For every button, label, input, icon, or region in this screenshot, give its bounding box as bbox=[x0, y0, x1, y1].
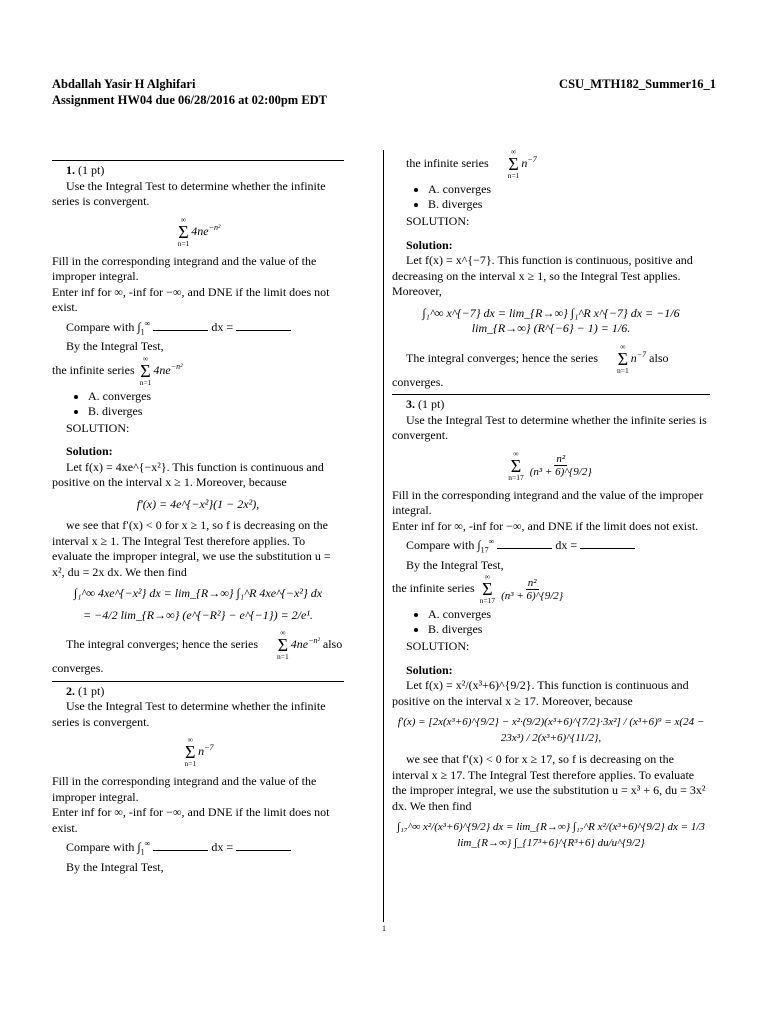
page-header bbox=[52, 76, 716, 108]
evaluation-line-1: ∫₁^∞ 4xe^{−x²} dx = lim_{R→∞} ∫₁^R 4xe^{−x²} dx bbox=[73, 586, 323, 601]
series-exponent: −n² bbox=[208, 222, 221, 232]
series-fraction: $\frac{\text{n²}}{\text{(n³ + 6)\textasciicircum{}\{9/2\}}}$ bbox=[529, 453, 592, 478]
evaluation-line-2: = −4/2 lim_{R→∞} (e^{−R²} − e^{−1}) = 2/e¹. bbox=[83, 607, 313, 622]
option-a[interactable]: • A. converges bbox=[428, 607, 710, 622]
left-column bbox=[52, 148, 344, 876]
answer-options bbox=[392, 182, 710, 212]
integral-value-input[interactable] bbox=[236, 320, 291, 331]
problem-1 bbox=[52, 163, 344, 677]
problem-number: 2. bbox=[66, 683, 75, 698]
right-column bbox=[392, 148, 710, 857]
derivative-equation: f′(x) = 4e^{−x²}(1 − 2x²), bbox=[136, 496, 260, 511]
solution-text-2: we see that f′(x) < 0 for x ≥ 1, so f is decreasing on the interval x ≥ 1. The Integral Test therefore applies. To evaluate the improper integral, we use the substitution u = x², du = 2x dx. We then find bbox=[52, 518, 331, 579]
option-b[interactable]: • B. diverges bbox=[88, 404, 344, 419]
integral-value-input[interactable] bbox=[236, 840, 291, 851]
problem-divider bbox=[392, 394, 710, 395]
series-statement: the infinite series ∞ Σ n=17 $\frac{\text{n²}}{\text{(n³ + 6)\textasciicircum{}\{9/2\}}}$ bbox=[392, 572, 564, 606]
fill-instructions: Fill in the corresponding integrand and the value of the improper integral. bbox=[52, 253, 317, 283]
option-a[interactable]: • A. converges bbox=[428, 182, 710, 197]
series-exponent: −7 bbox=[204, 743, 214, 753]
problem-prompt: Use the Integral Test to determine whether the infinite series is convergent. bbox=[52, 699, 326, 729]
author-name: Abdallah Yasir H Alghifari bbox=[52, 77, 196, 91]
sum-symbol: ∞ Σ n=1 bbox=[177, 214, 190, 248]
solution-text-1: Let f(x) = x²/(x³+6)^{9/2}. This function is continuous and positive on the interval x ≥ 17. Moreover, because bbox=[392, 678, 689, 708]
solution-text-2: we see that f′(x) < 0 for x ≥ 17, so f is decreasing on the interval x ≥ 17. The Integral Test therefore applies. To evaluate the improper integral, we use the substitution u = x³ + 6, du = 3x² dx. We then find bbox=[392, 752, 706, 813]
solution-text-1: Let f(x) = x^{−7}. This function is continuous, positive and decreasing on the interval x ≥ 1, so the Integral Test applies. Moreover, bbox=[392, 253, 693, 298]
problem-points: (1 pt) bbox=[78, 163, 105, 177]
option-a[interactable]: • A. converges bbox=[88, 389, 344, 404]
integrand-input[interactable] bbox=[153, 320, 208, 331]
series-term: n bbox=[198, 744, 205, 759]
solution-label: SOLUTION: bbox=[66, 420, 130, 435]
series-term: 4ne bbox=[191, 223, 209, 238]
solution-text-1: Let f(x) = 4xe^{−x²}. This function is continuous and positive on the interval x ≥ 1. Moreover, because bbox=[52, 459, 324, 490]
problem-2-continued bbox=[392, 148, 710, 390]
enter-instructions: Enter inf for ∞, -inf for −∞, and DNE if the limit does not exist. bbox=[52, 805, 330, 835]
series-display bbox=[52, 216, 344, 248]
problem-prompt: Use the Integral Test to determine whether the infinite series is convergent. bbox=[52, 178, 326, 208]
sum-symbol: ∞ Σ n=1 bbox=[184, 735, 197, 769]
course-code: CSU_MTH182_Summer16_1 bbox=[559, 77, 716, 91]
series-display bbox=[52, 736, 344, 768]
answer-options bbox=[52, 389, 344, 419]
solution-label: SOLUTION: bbox=[406, 639, 470, 654]
solution-heading: Solution: bbox=[406, 662, 453, 677]
solution-label: SOLUTION: bbox=[406, 214, 470, 228]
problem-divider bbox=[52, 160, 344, 161]
option-b[interactable]: • B. diverges bbox=[428, 197, 710, 212]
enter-instructions: Enter inf for ∞, -inf for −∞, and DNE if the limit does not exist. bbox=[392, 518, 699, 533]
compare-line: Compare with $\int_1^\infty$ dx = bbox=[52, 836, 344, 860]
by-integral-test: By the Integral Test, bbox=[66, 860, 164, 875]
series-statement: the infinite series ∞ Σ n=1 $n^{-7}$ bbox=[406, 147, 537, 180]
problem-3 bbox=[392, 397, 710, 851]
series-display bbox=[392, 450, 710, 482]
series-statement: the infinite series ∞ Σ n=1 $4ne^{-n^2}$ bbox=[52, 353, 183, 387]
page-number: 1 bbox=[382, 924, 386, 933]
conclusion: The integral converges; hence the series ∞ Σ n=1 $4ne^{-n^2}$ also converges. bbox=[52, 628, 343, 676]
problem-2 bbox=[52, 684, 344, 876]
problem-number: 1. bbox=[66, 163, 75, 177]
fill-instructions: Fill in the corresponding integrand and the value of the improper integral. bbox=[392, 487, 704, 517]
by-integral-test: By the Integral Test, bbox=[66, 339, 164, 354]
option-b[interactable]: • B. diverges bbox=[428, 622, 710, 637]
evaluation-line-1: ∫₁₇^∞ x²/(x³+6)^{9/2} dx = lim_{R→∞} ∫₁₇^R x²/(x³+6)^{9/2} dx = 1/3 lim_{R→∞} ∫_{17³+6}^{R³+6} du/u^{9/2} bbox=[397, 821, 705, 849]
by-integral-test: By the Integral Test, bbox=[406, 557, 504, 572]
integrand-input[interactable] bbox=[497, 538, 552, 549]
enter-instructions: Enter inf for ∞, -inf for −∞, and DNE if the limit does not exist. bbox=[52, 284, 330, 314]
problem-points: (1 pt) bbox=[418, 397, 445, 411]
problem-prompt: Use the Integral Test to determine whether the infinite series is convergent. bbox=[392, 412, 707, 442]
fill-instructions: Fill in the corresponding integrand and the value of the improper integral. bbox=[52, 774, 317, 804]
column-divider bbox=[383, 150, 384, 922]
problem-divider bbox=[52, 681, 344, 682]
derivative-equation: f′(x) = [2x(x³+6)^{9/2} − x²·(9/2)(x³+6)^{7/2}·3x²] / (x³+6)⁹ = x(24 − 23x³) / 2(x³+6)^{11/2}, bbox=[397, 716, 705, 744]
evaluation-line-1: ∫₁^∞ x^{−7} dx = lim_{R→∞} ∫₁^R x^{−7} dx = −1/6 lim_{R→∞} (R^{−6} − 1) = 1/6. bbox=[422, 305, 680, 335]
compare-line: Compare with $\int_1^\infty$ dx = bbox=[52, 316, 344, 340]
assignment-title: Assignment HW04 due 06/28/2016 at 02:00pm EDT bbox=[52, 93, 328, 107]
solution-heading: Solution: bbox=[66, 444, 113, 459]
solution-heading: Solution: bbox=[406, 237, 453, 252]
sum-symbol: ∞ Σ n=17 bbox=[508, 448, 524, 482]
integrand-input[interactable] bbox=[153, 840, 208, 851]
answer-options bbox=[392, 607, 710, 637]
compare-line: Compare with $\int_{17}^\infty$ dx = bbox=[392, 534, 710, 558]
problem-points: (1 pt) bbox=[78, 683, 105, 698]
problem-number: 3. bbox=[406, 397, 415, 411]
conclusion: The integral converges; hence the series ∞ Σ n=1 $n^{-7}$ also converges. bbox=[392, 341, 669, 389]
integral-value-input[interactable] bbox=[580, 538, 635, 549]
